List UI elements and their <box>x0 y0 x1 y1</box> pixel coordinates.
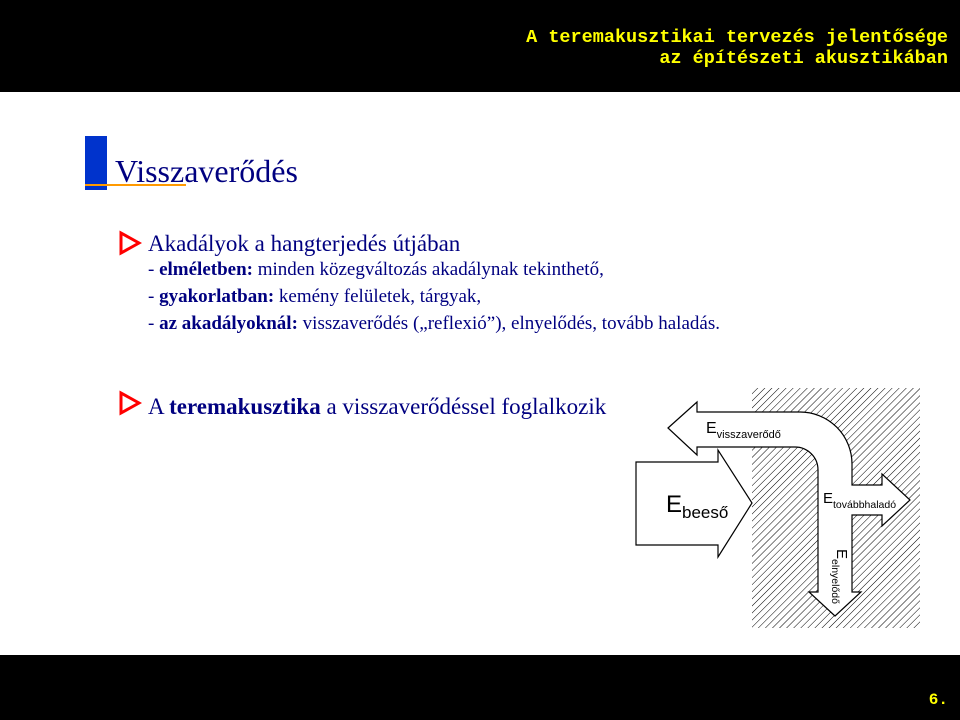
absorbed-energy-symbol: E <box>833 549 850 560</box>
reflected-energy-symbol: E <box>706 420 717 437</box>
slide-title: Visszaverődés <box>115 153 298 189</box>
bullet-2-heading-term: teremakusztika <box>169 394 321 419</box>
triangle-bullet-icon <box>118 390 142 416</box>
sublist-item <box>148 256 720 283</box>
sublist-item-dash: - <box>148 286 160 307</box>
title-accent-square <box>85 136 107 190</box>
energy-split-diagram <box>630 385 925 635</box>
sublist-item-detail: minden közegváltozás akadálynak tekinthető, <box>252 259 604 280</box>
sublist-item-term: gyakorlatban: <box>159 286 275 307</box>
transmitted-energy-symbol: E <box>823 490 834 507</box>
sublist-item-dash: - <box>148 313 160 334</box>
bullet-1-heading: Akadályok a hangterjedés útjában <box>148 231 461 256</box>
header-bar <box>0 0 960 92</box>
sublist-item-term: elméletben: <box>159 259 253 280</box>
sublist-item <box>148 283 720 310</box>
incident-energy-subscript: beeső <box>682 503 729 522</box>
sublist-item-detail: visszaverődés („reflexió”), elnyelődés, tovább haladás. <box>297 313 720 334</box>
header-title-line-1: A teremakusztikai tervezés jelentősége <box>526 27 948 48</box>
sublist-item-term: az akadályoknál: <box>159 313 298 334</box>
transmitted-energy-subscript: továbbhaladó <box>833 499 897 511</box>
page-number: 6. <box>928 691 948 709</box>
incident-energy-symbol: E <box>666 491 683 518</box>
bullet-2-heading-post: a visszaverődéssel foglalkozik <box>320 394 607 419</box>
footer-bar <box>0 655 960 720</box>
triangle-bullet-icon <box>118 230 142 256</box>
bullet-2-heading <box>148 392 606 422</box>
bullet-1-sublist <box>148 256 720 337</box>
header-title-line-2: az építészeti akusztikában <box>659 48 948 69</box>
absorbed-energy-subscript: elnyelődő <box>829 559 841 604</box>
reflected-energy-subscript: visszaverődő <box>716 429 781 441</box>
bullet-2-heading-pre: A <box>148 394 170 419</box>
sublist-item-detail: kemény felületek, tárgyak, <box>274 286 482 307</box>
sublist-item <box>148 310 720 337</box>
sublist-item-dash: - <box>148 259 160 280</box>
